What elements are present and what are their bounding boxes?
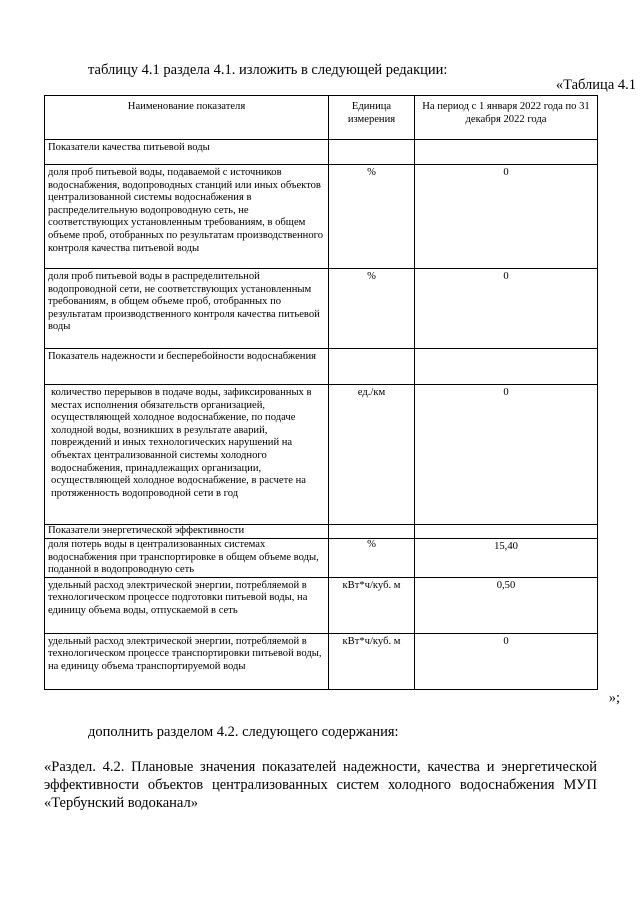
indicator-unit: % (329, 269, 415, 349)
header-period: На период с 1 января 2022 года по 31 декабря 2022 года (415, 96, 598, 140)
table-closing-quote: »; (608, 690, 620, 706)
indicator-name: удельный расход электрической энергии, потребляемой в технологическом процессе транспортировки питьевой воды, на единицу объема транспортируемой воды (45, 633, 329, 689)
indicator-unit: % (329, 539, 415, 578)
table-row (45, 349, 598, 385)
table-row (45, 165, 598, 269)
empty-cell (329, 140, 415, 165)
indicator-name: удельный расход электрической энергии, потребляемой в технологическом процессе подготовки питьевой воды, на единицу объема воды, отпускаемой в сеть (45, 577, 329, 633)
header-name: Наименование показателя (45, 96, 329, 140)
section-row-label: Показатели качества питьевой воды (45, 140, 329, 165)
table-caption: «Таблица 4.1 (555, 77, 636, 93)
indicator-value: 0 (415, 633, 598, 689)
table-row (45, 577, 598, 633)
section-row-label: Показатель надежности и бесперебойности водоснабжения (45, 349, 329, 385)
indicators-table (44, 95, 598, 690)
empty-cell (329, 349, 415, 385)
empty-cell (415, 525, 598, 539)
indicator-name: доля потерь воды в централизованных системах водоснабжения при транспортировке в общем объеме воды, поданной в водопроводную сеть (45, 539, 329, 578)
indicator-unit: % (329, 165, 415, 269)
section-row-label: Показатели энергетической эффективности (45, 525, 329, 539)
empty-cell (329, 525, 415, 539)
table-header-row (45, 96, 598, 140)
table-row (45, 539, 598, 578)
indicator-name: доля проб питьевой воды, подаваемой с источников водоснабжения, водопроводных станций или иных объектов централизованной системы водоснабжения в распределительную водопроводную сеть, не соответствующих установленным требованиям, в общем объеме проб, отобранных по результатам производственного контроля качества питьевой воды (45, 165, 329, 269)
indicator-name: количество перерывов в подаче воды, зафиксированных в местах исполнения обязательств организацией, осуществляющей холодное водоснабжение, по подаче холодной воды, возникших в результате аварий, повреждений и иных технологических нарушений на объектах централизованной системы холодного водоснабжения, принадлежащих организации, осуществляющей холодное водоснабжение, в расчете на протяженность водопроводной сети в год (45, 385, 329, 525)
table-row (45, 633, 598, 689)
indicator-unit: кВт*ч/куб. м (329, 577, 415, 633)
table-row (45, 140, 598, 165)
intro-paragraph: таблицу 4.1 раздела 4.1. изложить в следующей редакции: (88, 62, 448, 78)
empty-cell (415, 349, 598, 385)
indicator-value: 15,40 (415, 539, 598, 578)
indicator-value: 0 (415, 165, 598, 269)
indicator-unit: ед./км (329, 385, 415, 525)
add-section-paragraph: дополнить разделом 4.2. следующего содержания: (88, 724, 399, 740)
indicator-value: 0 (415, 385, 598, 525)
indicator-value: 0 (415, 269, 598, 349)
header-unit: Единица измерения (329, 96, 415, 140)
table-row (45, 385, 598, 525)
indicator-value: 0,50 (415, 577, 598, 633)
empty-cell (415, 140, 598, 165)
table-row (45, 525, 598, 539)
indicator-unit: кВт*ч/куб. м (329, 633, 415, 689)
table-row (45, 269, 598, 349)
section-heading-paragraph: «Раздел. 4.2. Плановые значения показателей надежности, качества и энергетической эффективности объектов централизованных систем холодного водоснабжения МУП «Тербунский водоканал» (44, 759, 597, 811)
indicator-name: доля проб питьевой воды в распределительной водопроводной сети, не соответствующих установленным требованиям, в общем объеме проб, отобранных по результатам производственного контроля качества питьевой воды (45, 269, 329, 349)
